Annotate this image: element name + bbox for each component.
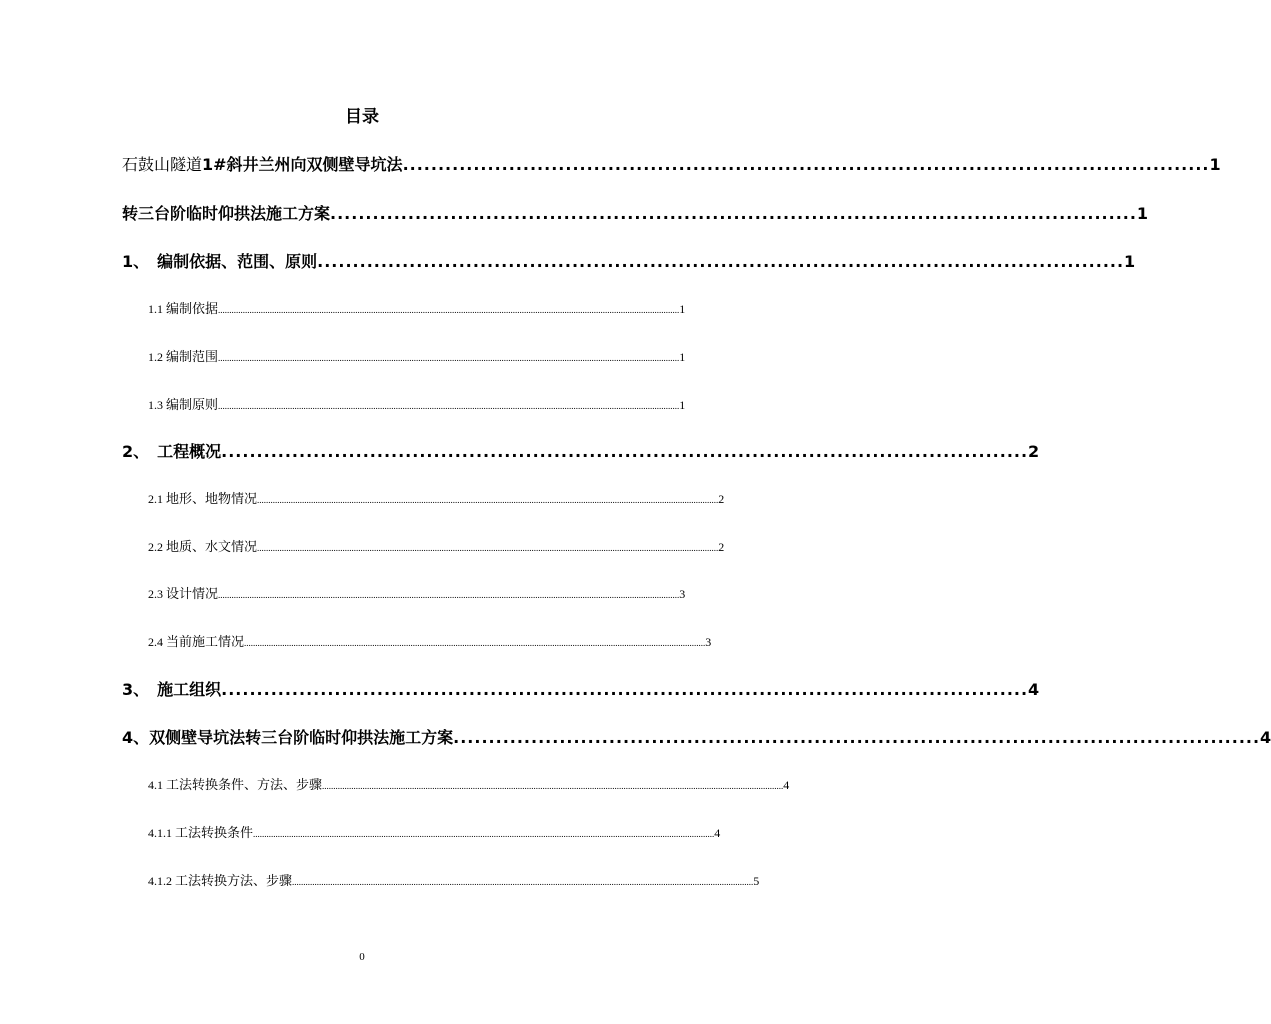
- toc-page-number: 5: [753, 874, 760, 888]
- toc-subentry-label: [148, 394, 218, 413]
- toc-entry-label-plain: 石鼓山隧道: [122, 155, 203, 174]
- toc-subentry-label: [148, 488, 257, 507]
- toc-leader-dots: .............................................................................................................................................................................................................: [257, 495, 719, 505]
- toc-page-number: 2: [718, 492, 725, 506]
- toc-leader-dots: ..................................................................................................................: [317, 252, 1125, 271]
- toc-subentry-text: 当前施工情况: [166, 635, 245, 650]
- toc-page-number: 1: [1209, 155, 1221, 174]
- toc-subentry-text: 工法转换条件、方法、步骤: [166, 778, 323, 793]
- toc-page-number: 4: [714, 826, 721, 840]
- toc-subentry[interactable]: [148, 631, 712, 650]
- toc-subentry-label: [148, 536, 257, 555]
- toc-entry-label-bold: 1#斜井兰州向双侧壁导坑法: [202, 155, 403, 174]
- toc-subentry-text: 编制依据: [166, 302, 219, 317]
- toc-subentry-number: 2.1: [148, 492, 166, 506]
- toc-subentry-number: 1.3: [148, 398, 166, 412]
- toc-subentry-label: [148, 298, 218, 317]
- toc-leader-dots: ..................................................................................................................: [453, 728, 1261, 747]
- toc-subentry-label: [148, 631, 244, 650]
- toc-leader-dots: .............................................................................................................................................................................................................: [218, 305, 680, 315]
- toc-page-number: 1: [679, 350, 686, 364]
- toc-leader-dots: ..................................................................................................................: [221, 442, 1029, 461]
- toc-page-number: 1: [679, 398, 686, 412]
- toc-subentry-text: 编制范围: [166, 350, 219, 365]
- toc-entry-label: 转三台阶临时仰拱法施工方案: [122, 204, 331, 223]
- toc-subentry-number: 2.2: [148, 540, 166, 554]
- toc-entry[interactable]: [122, 249, 1136, 272]
- toc-subentry-number: 1.2: [148, 350, 166, 364]
- toc-subentry-label: [148, 822, 253, 841]
- toc-leader-dots: .............................................................................................................................................................................................................: [218, 590, 680, 600]
- toc-subentry-label: [148, 774, 322, 793]
- toc-leader-dots: ..................................................................................................................: [330, 204, 1137, 223]
- toc-leader-dots: .............................................................................................................................................................................................................: [322, 781, 784, 791]
- toc-subentry-number: 1.1: [148, 302, 166, 316]
- toc-leader-dots: .............................................................................................................................................................................................................: [257, 543, 719, 553]
- toc-leader-dots: ..................................................................................................................: [402, 155, 1210, 174]
- toc-subentry[interactable]: [148, 536, 725, 555]
- toc-subentry-number: 4.1.2: [148, 874, 175, 888]
- toc-subentry[interactable]: [148, 394, 686, 413]
- toc-entry[interactable]: [122, 725, 1271, 748]
- toc-subentry[interactable]: [148, 298, 686, 317]
- toc-subentry-text: 设计情况: [166, 587, 219, 602]
- toc-page-number: 1: [679, 302, 686, 316]
- toc-page-number: 1: [1136, 204, 1149, 223]
- toc-subentry-number: 4.1.1: [148, 826, 175, 840]
- toc-title: 目录: [345, 107, 379, 127]
- toc-entry[interactable]: [122, 677, 1040, 700]
- toc-subentry-text: 地形、地物情况: [166, 492, 258, 507]
- toc-entry-label: 3、 施工组织: [122, 680, 222, 699]
- toc-subentry[interactable]: [148, 583, 686, 602]
- toc-leader-dots: .............................................................................................................................................................................................................: [292, 877, 754, 887]
- toc-subentry-text: 编制原则: [166, 398, 219, 413]
- toc-subentry[interactable]: [148, 488, 725, 507]
- toc-subentry-number: 4.1: [148, 778, 166, 792]
- toc-page-number: 1: [1124, 252, 1136, 271]
- toc-leader-dots: .............................................................................................................................................................................................................: [253, 829, 715, 839]
- toc-page-number: 4: [1028, 680, 1040, 699]
- page-number-footer: 0: [359, 951, 365, 963]
- toc-page-number: 2: [1028, 442, 1040, 461]
- toc-entry-label: 4、双侧壁导坑法转三台阶临时仰拱法施工方案: [122, 728, 454, 747]
- toc-page-number: 4: [1260, 728, 1271, 747]
- toc-subentry-text: 工法转换条件: [175, 826, 254, 841]
- toc-subentry-label: [148, 870, 292, 889]
- toc-entry[interactable]: [122, 201, 1149, 224]
- toc-entry-label: [122, 152, 403, 175]
- toc-subentry-text: 工法转换方法、步骤: [175, 874, 293, 889]
- toc-subentry[interactable]: [148, 346, 686, 365]
- toc-page-number: 4: [783, 778, 790, 792]
- toc-subentry[interactable]: [148, 870, 760, 889]
- toc-leader-dots: ..................................................................................................................: [221, 680, 1029, 699]
- toc-page-number: 2: [718, 540, 725, 554]
- toc-leader-dots: .............................................................................................................................................................................................................: [244, 638, 706, 648]
- toc-page-number: 3: [705, 635, 712, 649]
- toc-leader-dots: .............................................................................................................................................................................................................: [218, 353, 680, 363]
- toc-subentry[interactable]: [148, 774, 790, 793]
- toc-entry-label: 2、 工程概况: [122, 442, 222, 461]
- toc-entry[interactable]: [122, 152, 1221, 175]
- toc-subentry-label: [148, 346, 218, 365]
- toc-subentry-label: [148, 583, 218, 602]
- toc-subentry-number: 2.4: [148, 635, 166, 649]
- toc-subentry-number: 2.3: [148, 587, 166, 601]
- toc-leader-dots: .............................................................................................................................................................................................................: [218, 401, 680, 411]
- toc-subentry[interactable]: [148, 822, 721, 841]
- toc-page-number: 3: [679, 587, 686, 601]
- toc-entry[interactable]: [122, 439, 1040, 462]
- toc-subentry-text: 地质、水文情况: [166, 540, 258, 555]
- toc-entry-label: 1、 编制依据、范围、原则: [122, 252, 318, 271]
